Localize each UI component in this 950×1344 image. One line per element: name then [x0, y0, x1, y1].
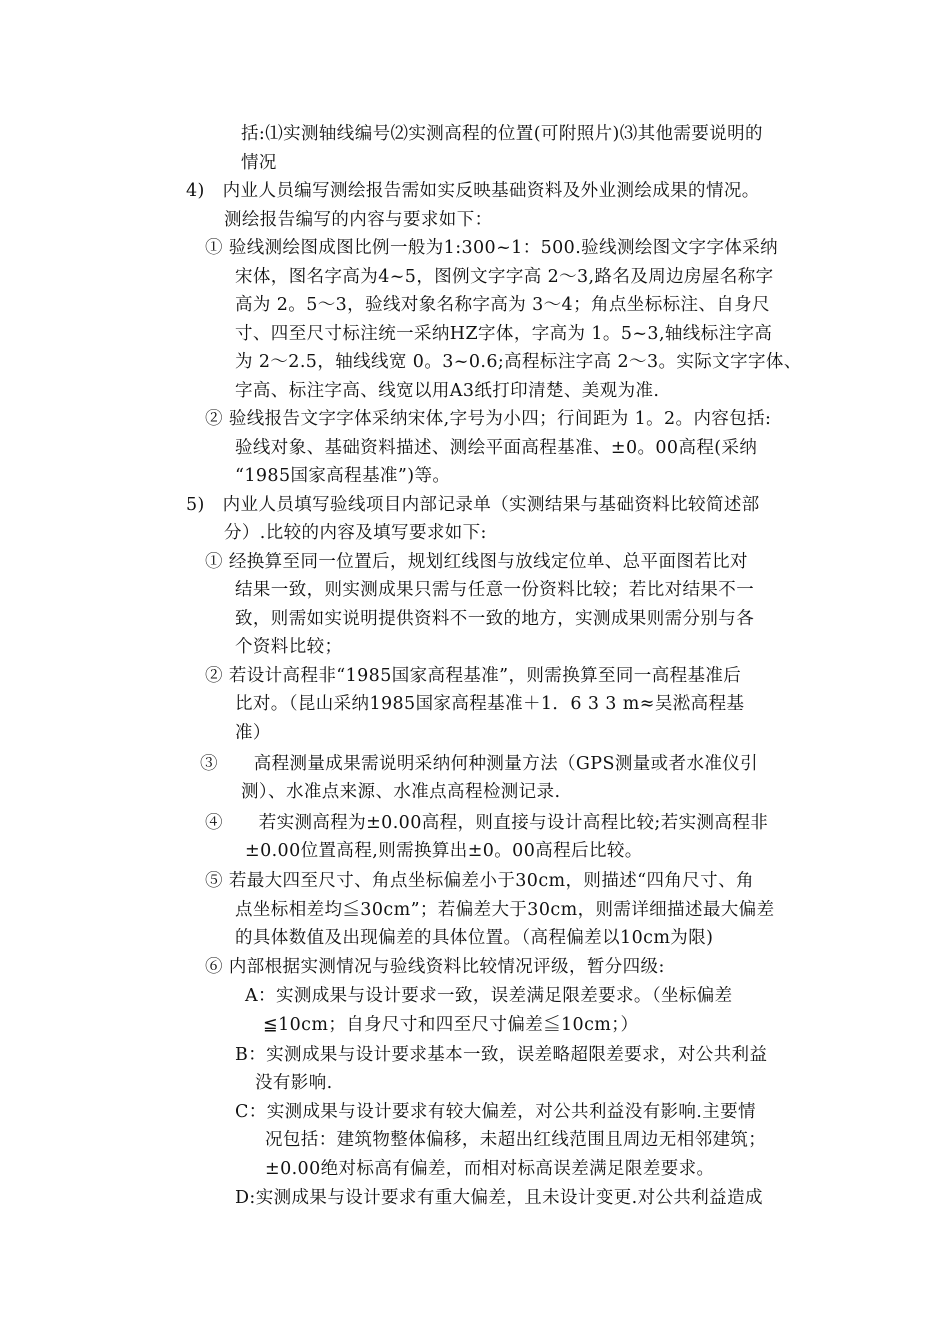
- text-line: 没有影响.: [255, 1073, 333, 1093]
- text-line: A：实测成果与设计要求一致，误差满足限差要求。（坐标偏差: [245, 986, 733, 1006]
- text-line: ① 验线测绘图成图比例一般为1:300~1：500.验线测绘图文字字体采纳: [205, 238, 779, 258]
- text-line: 5) 内业人员填写验线项目内部记录单（实测结果与基础资料比较简述部: [186, 495, 760, 515]
- text-line: “1985国家高程基准”)等。: [235, 466, 451, 486]
- text-line: 寸、四至尺寸标注统一采纳HZ字体，字高为 1。5~3,轴线标注字高: [235, 324, 773, 344]
- text-line: ≦10cm；自身尺寸和四至尺寸偏差≦10cm；）: [263, 1015, 639, 1035]
- text-line: ① 经换算至同一位置后，规划红线图与放线定位单、总平面图若比对: [205, 552, 748, 572]
- text-line: 结果一致，则实测成果只需与任意一份资料比较；若比对结果不一: [235, 580, 755, 600]
- text-line: 测绘报告编写的内容与要求如下：: [224, 210, 493, 230]
- text-line: B：实测成果与设计要求基本一致，误差略超限差要求，对公共利益: [235, 1045, 768, 1065]
- text-line: ④ 若实测高程为±0.00高程，则直接与设计高程比较;若实测高程非: [205, 813, 769, 833]
- text-line: D:实测成果与设计要求有重大偏差，且未设计变更.对公共利益造成: [235, 1188, 763, 1208]
- text-line: ⑤ 若最大四至尺寸、角点坐标偏差小于30cm，则描述“四角尺寸、角: [205, 871, 754, 891]
- text-line: 为 2～2.5，轴线线宽 0。3~0.6;高程标注字高 2～3。实际文字字体、: [235, 352, 802, 372]
- text-line: 测）、水准点来源、水准点高程检测记录.: [241, 782, 561, 802]
- text-line: 分）.比较的内容及填写要求如下:: [224, 523, 487, 543]
- text-line: ③ 高程测量成果需说明采纳何种测量方法（GPS测量或者水准仪引: [200, 754, 759, 774]
- text-line: 点坐标相差均≦30cm”；若偏差大于30cm，则需详细描述最大偏差: [235, 900, 775, 920]
- text-line: ② 验线报告文字字体采纳宋体,字号为小四；行间距为 1。2。内容包括:: [205, 409, 772, 429]
- text-line: 的具体数值及出现偏差的具体位置。（高程偏差以10cm为限): [235, 928, 714, 948]
- text-line: ±0.00位置高程,则需换算出±0。00高程后比较。: [245, 841, 643, 861]
- text-line: 括:⑴实测轴线编号⑵实测高程的位置(可附照片)⑶其他需要说明的: [241, 124, 763, 144]
- text-line: 致，则需如实说明提供资料不一致的地方，实测成果则需分别与各: [235, 609, 755, 629]
- text-line: 验线对象、基础资料描述、测绘平面高程基准、±0。00高程(采纳: [235, 438, 758, 458]
- text-line: 情况: [241, 153, 277, 173]
- text-line: ② 若设计高程非“1985国家高程基准”，则需换算至同一高程基准后: [205, 666, 742, 686]
- text-line: ±0.00绝对标高有偏差，而相对标高误差满足限差要求。: [265, 1159, 715, 1179]
- text-line: ⑥ 内部根据实测情况与验线资料比较情况评级，暂分四级:: [205, 957, 665, 977]
- text-line: 个资料比较；: [235, 637, 343, 657]
- text-line: 况包括：建筑物整体偏移，未超出红线范围且周边无相邻建筑；: [265, 1130, 767, 1150]
- text-line: C：实测成果与设计要求有较大偏差，对公共利益没有影响.主要情: [235, 1102, 756, 1122]
- text-line: 准）: [235, 723, 271, 743]
- text-line: 4) 内业人员编写测绘报告需如实反映基础资料及外业测绘成果的情况。: [186, 181, 760, 201]
- text-line: 宋体，图名字高为4~5，图例文字字高 2～3,路名及周边房屋名称字: [235, 267, 774, 287]
- text-line: 高为 2。5～3，验线对象名称字高为 3～4；角点坐标标注、自身尺: [235, 295, 770, 315]
- text-line: 字高、标注字高、线宽以用A3纸打印清楚、美观为准.: [235, 381, 660, 401]
- text-line: 比对。（昆山采纳1985国家高程基准＋1．6 3 3 m≈吴淞高程基: [235, 694, 745, 714]
